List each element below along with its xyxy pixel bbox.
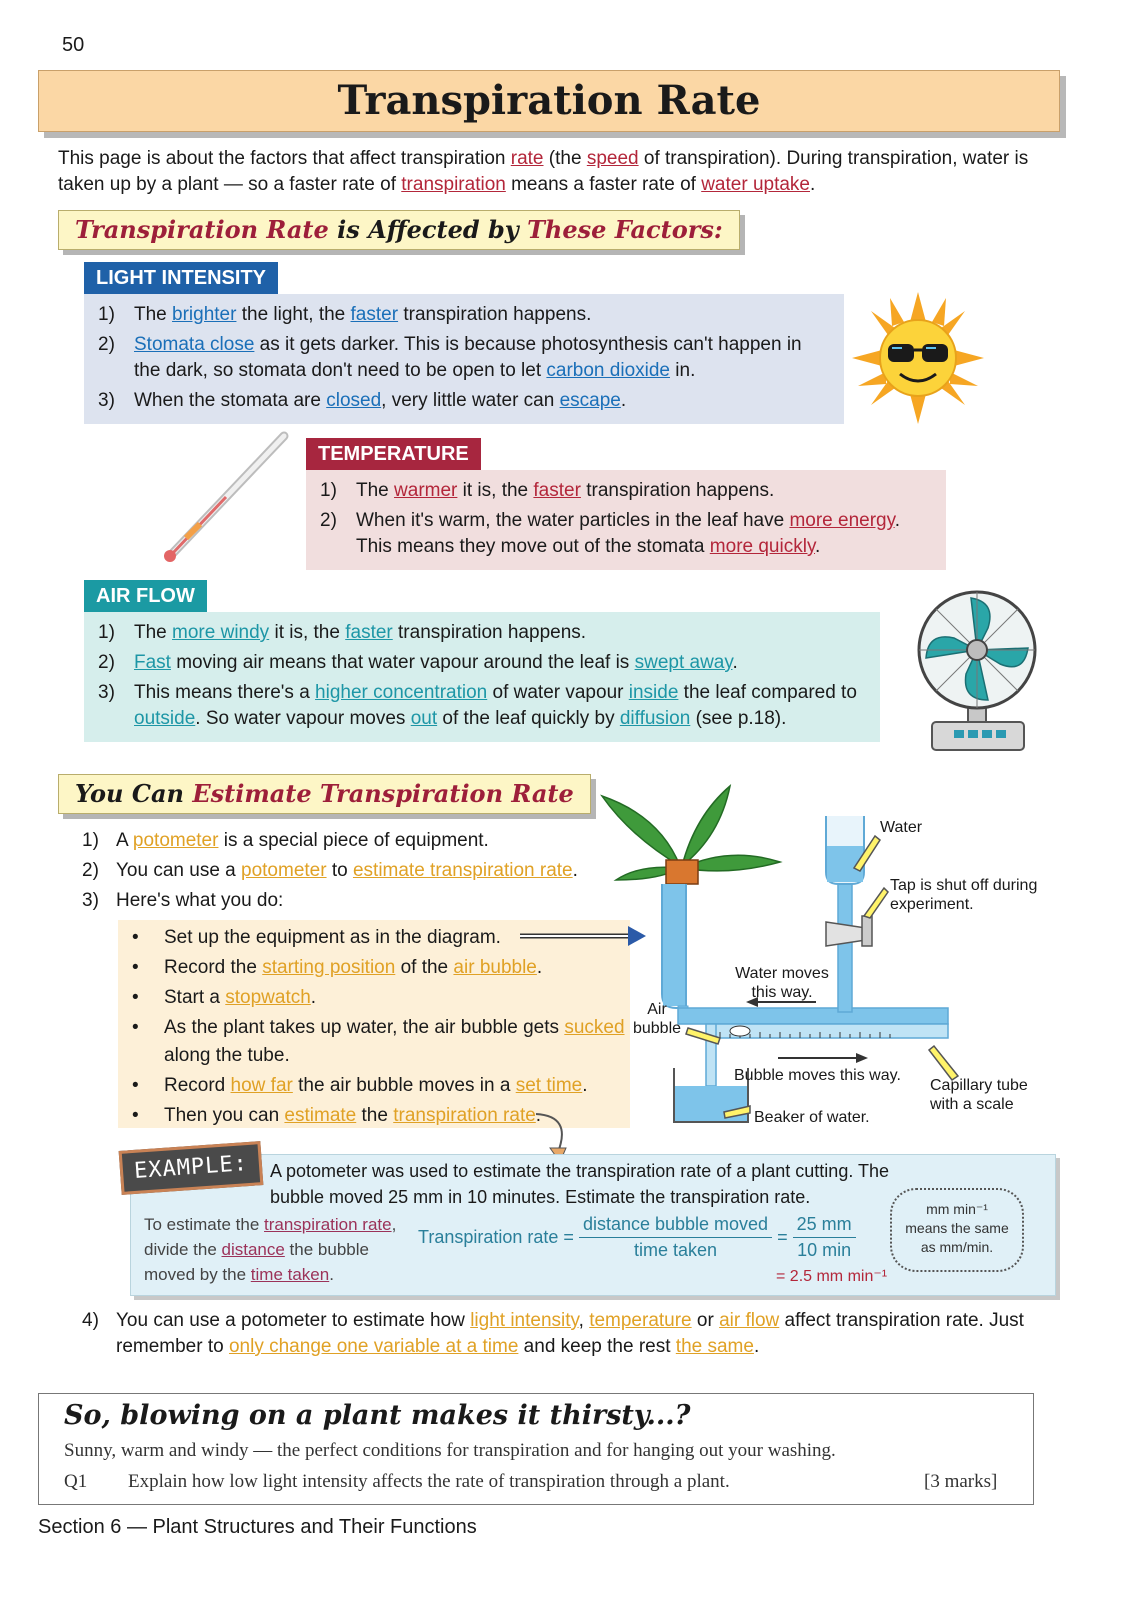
list-item (320, 508, 932, 560)
keyword: light intensity (470, 1310, 579, 1331)
page-title: Transpiration Rate (337, 77, 761, 124)
item-number: 1) (320, 480, 337, 501)
item-text: A (116, 830, 133, 851)
label-air-bubble: Air bubble (632, 1001, 682, 1037)
keyword: diffusion (619, 708, 691, 729)
keyword: time taken (250, 1265, 330, 1284)
item-text: Then you can (164, 1105, 285, 1126)
item-text: The (356, 480, 395, 501)
item-number: 2) (320, 510, 337, 531)
label-capillary-tube: Capillary tube with a scale (930, 1077, 1028, 1113)
item-text: transpiration happens. (580, 480, 775, 501)
item-text: affect transpiration rate. Just remember to (116, 1310, 1024, 1357)
heading-part: These Factors: (527, 215, 723, 244)
formula-result: = 2.5 mm min⁻¹ (776, 1268, 888, 1285)
keyword: higher concentration (315, 682, 488, 703)
item-text: it is, the (269, 622, 346, 643)
denominator: 10 min (797, 1240, 852, 1260)
list-item (98, 302, 830, 328)
electric-fan-icon (916, 588, 1040, 754)
fraction-general (579, 1214, 772, 1261)
label-bubble-moves: Bubble moves this way. (734, 1067, 901, 1084)
item-text: . (582, 1075, 588, 1096)
item-text: along the tube. (164, 1045, 290, 1066)
item-text: the (356, 1105, 394, 1126)
bullet: • (132, 1017, 139, 1038)
keyword: sucked (564, 1017, 625, 1038)
item-text: , divide the (144, 1215, 397, 1259)
item-text: as it gets darker. This is because photosynthesis can't happen in the dark, so stomata don't need to be open to let (134, 334, 802, 381)
item-text: of water vapour (487, 682, 629, 703)
label-water: Water (880, 819, 923, 836)
item-text: This means there's a (134, 682, 316, 703)
item-text: (see p.18). (690, 708, 787, 729)
item-text: . (536, 957, 543, 978)
keyword: outside (134, 708, 196, 729)
formula-label: Transpiration rate = (418, 1227, 574, 1247)
item-text: Record (164, 1075, 231, 1096)
item-text: to (326, 860, 353, 881)
example-question: A potometer was used to estimate the transpiration rate of a plant cutting. The bubble moved 25 mm in 10 minutes. Estimate the transpiration rate. (270, 1161, 890, 1207)
item-number: 3) (98, 390, 115, 411)
item-text: . (310, 987, 317, 1008)
item-number: 2) (98, 652, 115, 673)
item-text: in. (670, 360, 696, 381)
item-text: . (815, 536, 821, 557)
keyword: out (410, 708, 438, 729)
bullet: • (132, 1105, 139, 1126)
keyword: more quickly (709, 536, 816, 557)
heading-part: You Can (75, 779, 193, 808)
keyword: brighter (172, 304, 237, 325)
intro-text: of transpiration). During transpiration, water is taken up by a plant — so a faster rate of (58, 148, 1029, 195)
item-text: Set up the equipment as in the diagram. (164, 927, 501, 948)
keyword: carbon dioxide (546, 360, 670, 381)
item-text: the bubble moved by the (144, 1240, 369, 1284)
bullet: • (132, 1075, 139, 1096)
list-item (98, 650, 866, 676)
item-text: , (578, 1310, 590, 1331)
bullet: • (132, 957, 139, 978)
page-number: 50 (62, 34, 85, 56)
item-number: 3) (98, 682, 115, 703)
keyword: estimate (284, 1105, 357, 1126)
question-text: Explain how low light intensity affects the rate of transpiration through a plant. (128, 1471, 730, 1492)
intro-text: (the (543, 148, 587, 169)
summary-title: So, blowing on a plant makes it thirsty...? (64, 1400, 691, 1431)
list-item (98, 332, 830, 384)
item-number: 1) (82, 830, 99, 851)
item-text: and keep the rest (518, 1336, 676, 1357)
heading-part: Transpiration Rate (75, 215, 329, 244)
item-text: . (535, 1105, 542, 1126)
fraction-values (793, 1214, 856, 1261)
keyword-rate: rate (510, 148, 544, 169)
factors-heading (58, 210, 740, 250)
keyword: potometer (132, 830, 219, 851)
unit-note (890, 1188, 1024, 1272)
keyword: stopwatch (225, 987, 311, 1008)
keyword: estimate transpiration rate (352, 860, 573, 881)
equals-sign: = (777, 1227, 788, 1247)
item-text: the leaf compared to (678, 682, 857, 703)
item-text: , very little water can (381, 390, 560, 411)
list-item (98, 680, 866, 732)
item-text: When it's warm, the water particles in the leaf have (356, 510, 790, 531)
item-text: . (732, 652, 738, 673)
example-explanation (144, 1212, 404, 1287)
keyword: faster (350, 304, 399, 325)
keyword: transpiration rate (393, 1105, 536, 1126)
heading-part: Estimate Transpiration Rate (192, 779, 574, 808)
item-number: 1) (98, 304, 115, 325)
intro-text: This page is about the factors that affect transpiration (58, 148, 511, 169)
item-text: transpiration happens. (398, 304, 592, 325)
item-text: the air bubble moves in a (292, 1075, 516, 1096)
keyword: set time (515, 1075, 583, 1096)
item-text: or (691, 1310, 720, 1331)
item-number: 2) (82, 860, 99, 881)
estimate-heading (58, 774, 591, 814)
item-text: . (329, 1265, 334, 1284)
temperature-tag: TEMPERATURE (306, 438, 481, 470)
label-tap: Tap is shut off during experiment. (890, 877, 1038, 913)
list-item (320, 478, 932, 504)
item-text: Record the (164, 957, 263, 978)
item-number: 3) (82, 890, 99, 911)
numerator: distance bubble moved (579, 1214, 772, 1238)
intro-paragraph (58, 146, 1048, 198)
item-text: When the stomata are (134, 390, 327, 411)
note-line: mm min⁻¹ (926, 1201, 988, 1217)
air-flow-panel (84, 612, 880, 742)
intro-text: . (810, 174, 816, 195)
temperature-panel (306, 470, 946, 570)
item-text: . So water vapour moves (195, 708, 411, 729)
heading-part: is Affected by (328, 215, 528, 244)
item-text: The (134, 304, 173, 325)
keyword: swept away (634, 652, 733, 673)
item-text: it is, the (457, 480, 534, 501)
question-marks: [3 marks] (924, 1471, 998, 1492)
item-number: 4) (82, 1310, 99, 1331)
item-text: You can use a (116, 860, 242, 881)
keyword: temperature (589, 1310, 692, 1331)
keyword-speed: speed (586, 148, 639, 169)
light-intensity-tag: LIGHT INTENSITY (84, 262, 278, 294)
keyword: air bubble (453, 957, 537, 978)
item-text: . This means they move out of the stomata (356, 510, 900, 557)
item-text: of the (395, 957, 454, 978)
section-footer: Section 6 — Plant Structures and Their Functions (38, 1516, 477, 1538)
item-text: As the plant takes up water, the air bubble gets (164, 1017, 565, 1038)
keyword: potometer (241, 860, 327, 881)
item-text: transpiration happens. (392, 622, 587, 643)
item-text: To estimate the (144, 1215, 265, 1234)
bullet: • (132, 927, 139, 948)
keyword: closed (326, 390, 382, 411)
keyword: Stomata close (134, 334, 255, 355)
item-text: the light, the (236, 304, 351, 325)
keyword: faster (533, 480, 581, 501)
keyword: escape (559, 390, 621, 411)
item-text: You can use a potometer to estimate how (116, 1310, 471, 1331)
item-number: 2) (98, 334, 115, 355)
keyword: only change one variable at a time (228, 1336, 519, 1357)
item-text: . (753, 1336, 760, 1357)
item-text: Here's what you do: (116, 890, 284, 911)
denominator: time taken (633, 1240, 718, 1260)
keyword: air flow (719, 1310, 780, 1331)
keyword: faster (345, 622, 393, 643)
item-text: The (134, 622, 173, 643)
question-label: Q1 (64, 1471, 88, 1492)
item-text: of the leaf quickly by (437, 708, 620, 729)
list-item (98, 620, 866, 646)
keyword: more windy (172, 622, 270, 643)
keyword: how far (230, 1075, 293, 1096)
keyword-transpiration: transpiration (401, 174, 506, 195)
list-item (98, 388, 830, 414)
thermometer-icon (156, 430, 292, 566)
keyword: more energy (789, 510, 895, 531)
keyword: distance (221, 1240, 285, 1259)
keyword: inside (628, 682, 679, 703)
note-line: means the same (905, 1220, 1009, 1236)
intro-text: means a faster rate of (505, 174, 702, 195)
note-line: as mm/min. (920, 1239, 994, 1255)
item-text: moving air means that water vapour around the leaf is (170, 652, 635, 673)
numerator: 25 mm (793, 1214, 856, 1238)
item-text: Start a (164, 987, 226, 1008)
point-4 (82, 1308, 1072, 1360)
keyword: Fast (134, 652, 171, 673)
label-beaker: Beaker of water. (754, 1109, 870, 1126)
label-water-moves: Water moves this way. (735, 965, 829, 1001)
formula (418, 1214, 856, 1261)
title-banner (38, 70, 1060, 132)
keyword-water-uptake: water uptake (701, 174, 810, 195)
sun-with-sunglasses-icon (852, 292, 984, 424)
item-text: is a special piece of equipment. (218, 830, 489, 851)
air-flow-tag: AIR FLOW (84, 580, 207, 612)
item-number: 1) (98, 622, 115, 643)
keyword: starting position (262, 957, 396, 978)
light-intensity-panel (84, 294, 844, 424)
keyword: transpiration rate (264, 1215, 392, 1234)
keyword: the same (675, 1336, 754, 1357)
item-text: . (620, 390, 627, 411)
keyword: warmer (394, 480, 458, 501)
summary-text: Sunny, warm and windy — the perfect conditions for transpiration and for hanging out your washing. (64, 1440, 836, 1461)
example-badge: EXAMPLE: (119, 1141, 264, 1195)
item-text: . (572, 860, 578, 881)
bullet: • (132, 987, 139, 1008)
